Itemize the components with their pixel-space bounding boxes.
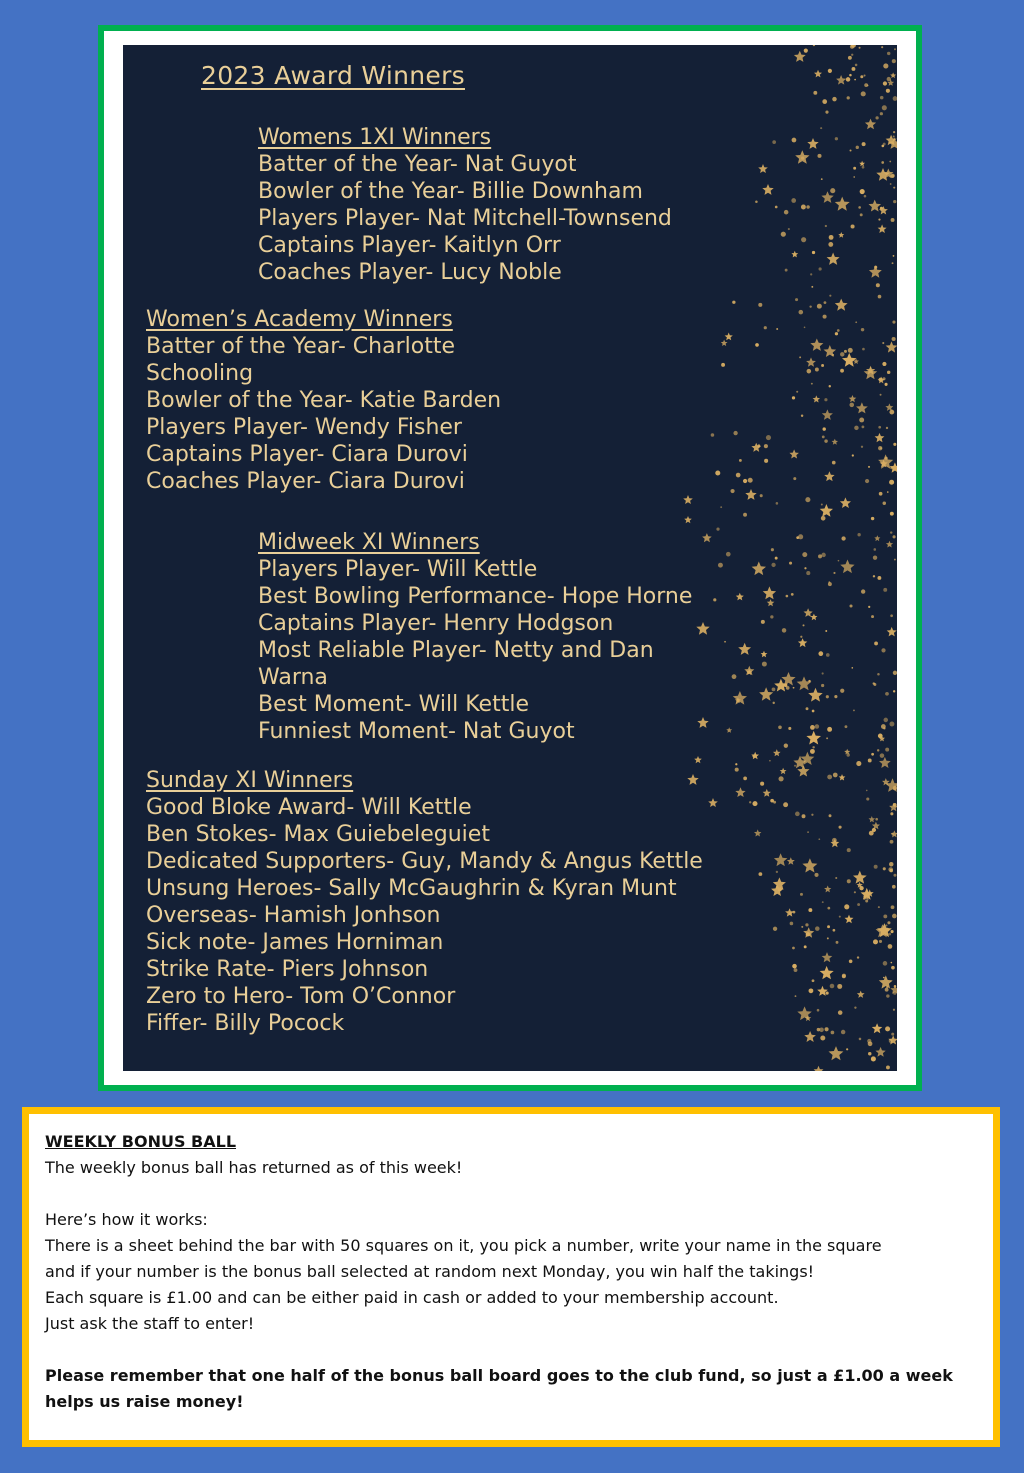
award-line: Bowler of the Year- Billie Downham xyxy=(258,179,643,204)
award-line: Warna xyxy=(258,665,328,690)
award-line: Captains Player- Henry Hodgson xyxy=(258,611,614,636)
award-line: Best Moment- Will Kettle xyxy=(258,692,529,717)
how-it-works-line: There is a sheet behind the bar with 50 squares on it, you pick a number, write your name in the square xyxy=(45,1236,882,1255)
bonus-ball-content xyxy=(45,1129,975,1415)
section-heading: Womens 1XI Winners xyxy=(258,125,492,150)
award-winners-poster xyxy=(123,45,897,1071)
award-line: Strike Rate- Piers Johnson xyxy=(146,957,429,982)
award-line: Zero to Hero- Tom O’Connor xyxy=(146,984,456,1009)
award-line: Captains Player- Kaitlyn Orr xyxy=(258,233,561,258)
club-fund-note: helps us raise money! xyxy=(45,1392,244,1411)
sunday-xi-section xyxy=(146,767,703,1037)
award-line: Players Player- Will Kettle xyxy=(258,557,538,582)
award-winners-frame xyxy=(98,25,922,1091)
womens-1xi-section xyxy=(258,124,672,286)
award-line: Dedicated Supporters- Guy, Mandy & Angus Kettle xyxy=(146,849,703,874)
weekly-bonus-ball-box xyxy=(22,1107,1000,1447)
award-line: Funniest Moment- Nat Guyot xyxy=(258,719,575,744)
how-it-works-line: Just ask the staff to enter! xyxy=(45,1314,255,1333)
award-line: Bowler of the Year- Katie Barden xyxy=(146,388,502,413)
award-line: Ben Stokes- Max Guiebeleguiet xyxy=(146,822,490,847)
poster-title: 2023 Award Winners xyxy=(201,61,465,90)
section-heading: Women’s Academy Winners xyxy=(146,307,453,332)
award-line: Sick note- James Horniman xyxy=(146,930,444,955)
award-line: Coaches Player- Lucy Noble xyxy=(258,260,562,285)
award-line: Good Bloke Award- Will Kettle xyxy=(146,795,472,820)
award-line: Batter of the Year- Nat Guyot xyxy=(258,152,577,177)
womens-academy-section xyxy=(146,306,501,495)
award-line: Most Reliable Player- Netty and Dan xyxy=(258,638,654,663)
award-line: Captains Player- Ciara Durovi xyxy=(146,442,468,467)
midweek-xi-section xyxy=(258,529,692,745)
section-heading: Sunday XI Winners xyxy=(146,768,354,793)
award-line: Coaches Player- Ciara Durovi xyxy=(146,469,465,494)
how-it-works-heading: Here’s how it works: xyxy=(45,1210,208,1229)
award-line: Overseas- Hamish Jonhson xyxy=(146,903,441,928)
award-line: Best Bowling Performance- Hope Horne xyxy=(258,584,693,609)
award-line: Batter of the Year- Charlotte xyxy=(146,334,455,359)
bonus-ball-intro: The weekly bonus ball has returned as of this week! xyxy=(45,1158,463,1177)
club-fund-note: Please remember that one half of the bonus ball board goes to the club fund, so just a £1.00 a week xyxy=(45,1366,953,1385)
award-line: Fiffer- Billy Pocock xyxy=(146,1011,345,1036)
award-line: Schooling xyxy=(146,361,254,386)
how-it-works-line: Each square is £1.00 and can be either paid in cash or added to your membership account. xyxy=(45,1288,779,1307)
award-line: Players Player- Wendy Fisher xyxy=(146,415,462,440)
how-it-works-line: and if your number is the bonus ball selected at random next Monday, you win half the takings! xyxy=(45,1262,815,1281)
section-heading: Midweek XI Winners xyxy=(258,530,480,555)
bonus-ball-heading: WEEKLY BONUS BALL xyxy=(45,1132,237,1151)
award-line: Players Player- Nat Mitchell-Townsend xyxy=(258,206,672,231)
award-line: Unsung Heroes- Sally McGaughrin & Kyran Munt xyxy=(146,876,677,901)
